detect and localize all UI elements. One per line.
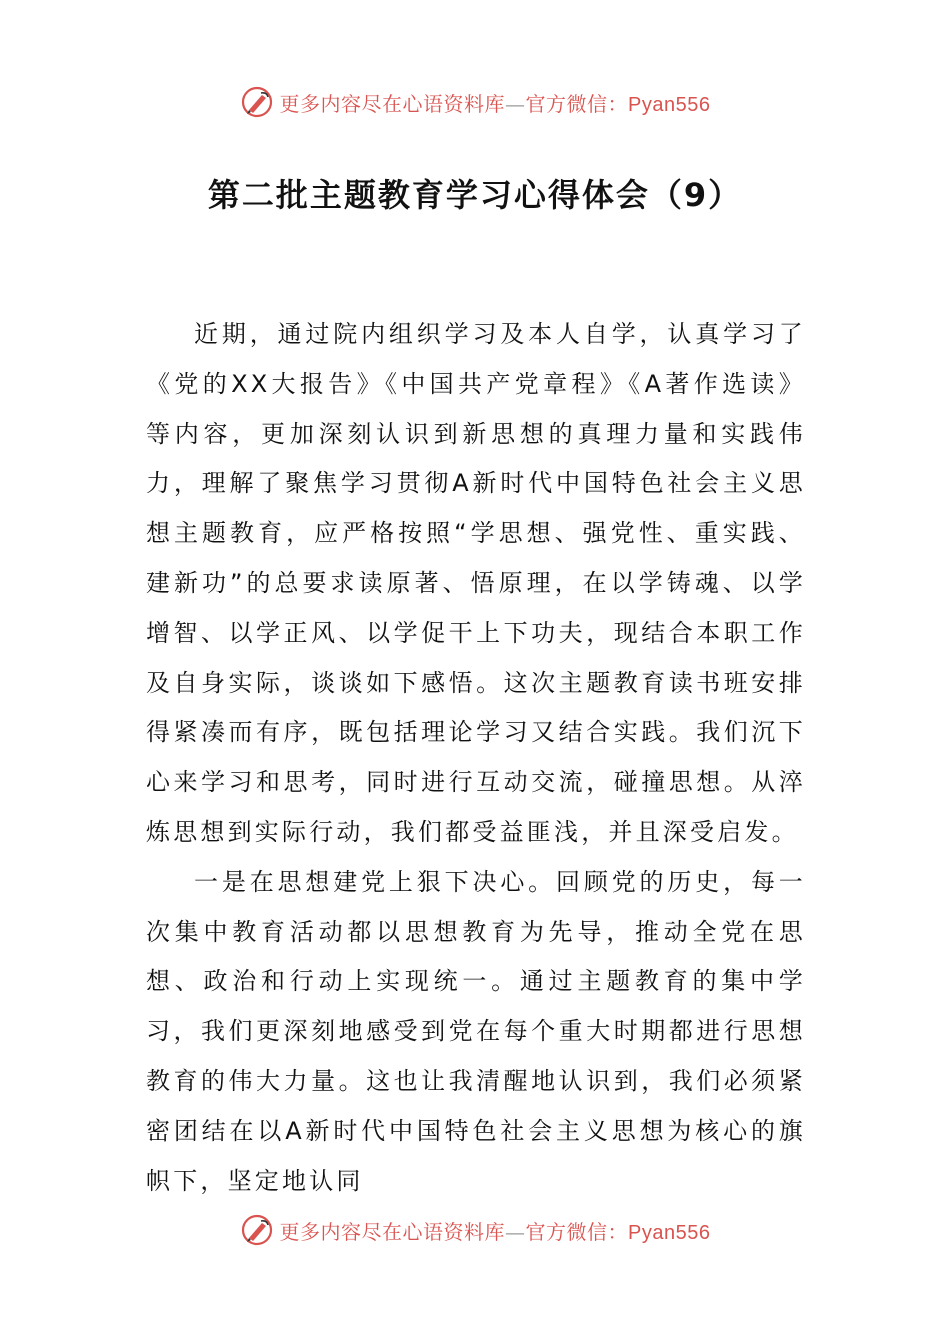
footer-watermark <box>0 1212 950 1248</box>
watermark-separator: — <box>505 1219 526 1244</box>
watermark-wechat-id: Pyan556 <box>628 1221 711 1244</box>
watermark-label: 官方微信： <box>525 1219 629 1244</box>
body-paragraph: 近期，通过院内组织学习及本人自学，认真学习了《党的XX大报告》《中国共产党章程》《A著作选读》等内容，更加深刻认识到新思想的真理力量和实践伟力，理解了聚焦学习贯彻A新时代中国特色社会主义思想主题教育，应严格按照“学思想、强党性、重实践、建新功”的总要求读原著、悟原理，在以学铸魂、以学增智、以学正风、以学促干上下功夫，现结合本职工作及自身实际，谈谈如下感悟。这次主题教育读书班安排得紧凑而有序，既包括理论学习又结合实践。我们沉下心来学习和思考，同时进行互动交流，碰撞思想。从淬炼思想到实际行动，我们都受益匪浅，并且深受启发。 <box>146 320 806 846</box>
watermark-text <box>280 1216 711 1245</box>
pen-logo-icon <box>240 85 274 119</box>
header-watermark <box>0 84 950 120</box>
watermark-label: 官方微信： <box>525 91 629 116</box>
watermark-separator: — <box>505 91 526 116</box>
document-title: 第二批主题教育学习心得体会（9） <box>207 176 743 214</box>
watermark-text <box>280 88 711 117</box>
document-body <box>146 310 806 1206</box>
body-paragraph: 一是在思想建党上狠下决心。回顾党的历史，每一次集中教育活动都以思想教育为先导，推动全党在思想、政治和行动上实现统一。通过主题教育的集中学习，我们更深刻地感受到党在每个重大时期都进行思想教育的伟大力量。这也让我清醒地认识到，我们必须紧密团结在以A新时代中国特色社会主义思想为核心的旗帜下，坚定地认同 <box>146 867 806 1195</box>
watermark-brand: 更多内容尽在心语资料库 <box>279 91 506 116</box>
watermark-brand: 更多内容尽在心语资料库 <box>279 1219 506 1244</box>
watermark-wechat-id: Pyan556 <box>628 93 711 116</box>
pen-logo-icon <box>240 1213 274 1247</box>
